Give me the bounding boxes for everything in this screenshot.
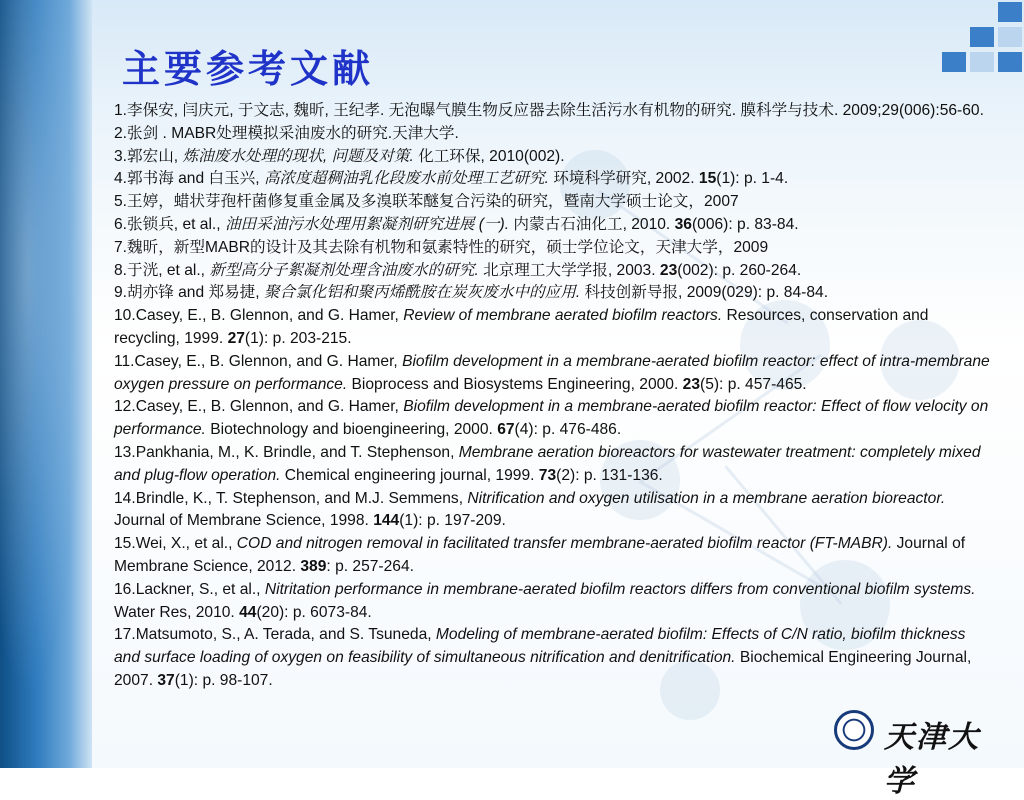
decor-square (942, 52, 966, 72)
reference-item (114, 214, 994, 237)
decor-square (998, 2, 1022, 22)
reference-n: 8. (114, 261, 128, 279)
reference-r1: 北京理工大学学报, 2003. (478, 261, 660, 279)
reference-i: Biofilm development in a membrane-aerated biofilm reactor: effect of intra-membrane oxygen pressure on performance. (114, 352, 990, 393)
reference-n: 14. (114, 489, 136, 507)
reference-b: 36 (674, 215, 692, 233)
reference-i: Biofilm development in a membrane-aerated biofilm reactor: Effect of flow velocity on performance. (114, 398, 989, 439)
reference-r: 科技创新导报, 2009(029): p. 84-84. (580, 284, 829, 302)
reference-b: 44 (239, 603, 257, 621)
reference-item (114, 579, 994, 625)
reference-i: COD and nitrogen removal in facilitated transfer membrane-aerated biofilm reactor (FT-MABR). (236, 535, 893, 553)
reference-item (114, 442, 994, 488)
left-bar-sheen (0, 0, 92, 768)
reference-i: Nitritation performance in membrane-aerated biofilm reactors differs from conventional biofilm systems. (264, 580, 976, 598)
logo-text: 天津大学 (884, 720, 980, 799)
reference-r2: (4): p. 476-486. (514, 421, 622, 439)
reference-b: 67 (497, 421, 515, 439)
reference-r1: Chemical engineering journal, 1999. (280, 466, 539, 484)
reference-n: 12. (114, 398, 136, 416)
reference-item (114, 191, 994, 214)
reference-r1: Journal of Membrane Science, 1998. (114, 512, 374, 530)
reference-n: 15. (114, 535, 136, 553)
reference-item (114, 100, 994, 123)
reference-i: 炼油废水处理的现状, 问题及对策. (182, 147, 414, 165)
reference-r2: (1): p. 1-4. (716, 170, 789, 188)
reference-i: Modeling of membrane-aerated biofilm: Effects of C/N ratio, biofilm thickness and surface loading of oxygen on feasibility of simultaneous nitrification and denitrification. (114, 626, 966, 667)
reference-r1: Water Res, 2010. (114, 603, 240, 621)
reference-b: 23 (682, 375, 700, 393)
reference-n: 4. (114, 170, 128, 188)
reference-r2: (006): p. 83-84. (691, 215, 799, 233)
reference-a: Casey, E., B. Glennon, and G. Hamer, (134, 352, 403, 370)
reference-a: Matsumoto, S., A. Terada, and S. Tsuneda, (135, 626, 436, 644)
reference-n: 10. (114, 307, 136, 325)
reference-n: 17. (114, 626, 136, 644)
reference-item (114, 533, 994, 579)
decor-square (970, 52, 994, 72)
reference-n: 5. (114, 193, 128, 211)
reference-r1: 环境科学研究, 2002. (548, 170, 699, 188)
reference-r: 化工环保, 2010(002). (413, 147, 565, 165)
reference-list (114, 100, 994, 693)
reference-r1: Bioprocess and Biosystems Engineering, 2000. (347, 375, 683, 393)
reference-r2: (1): p. 98-107. (174, 671, 273, 689)
reference-n: 2. (114, 124, 128, 142)
reference-r1: Resources, conservation and recycling, 1999. (114, 307, 929, 347)
reference-n: 7. (114, 238, 128, 256)
reference-t: 魏昕，新型MABR的设计及其去除有机物和氨素特性的研究，硕士学位论文，天津大学，2009 (127, 238, 769, 256)
reference-a: 胡亦锋 and 郑易捷, (127, 284, 264, 302)
tianjin-university-seal-icon (834, 710, 874, 750)
reference-i: Membrane aeration bioreactors for wastewater treatment: completely mixed and plug-flow operation. (114, 443, 981, 484)
reference-i: 聚合氯化铝和聚丙烯酰胺在炭灰废水中的应用. (263, 284, 581, 302)
reference-item (114, 305, 994, 351)
reference-item (114, 260, 994, 283)
reference-i: 高浓度超稠油乳化段废水前处理工艺研究. (263, 170, 549, 188)
reference-r1: 内蒙古石油化工, 2010. (509, 215, 675, 233)
reference-a: Brindle, K., T. Stephenson, and M.J. Semmens, (135, 489, 468, 507)
reference-a: Wei, X., et al., (135, 535, 237, 553)
reference-n: 11. (114, 352, 135, 370)
reference-item (114, 351, 994, 397)
reference-a: Casey, E., B. Glennon, and G. Hamer, (135, 398, 404, 416)
reference-n: 13. (114, 443, 136, 461)
reference-item (114, 396, 994, 442)
reference-n: 1. (114, 102, 128, 119)
decor-square (970, 27, 994, 47)
reference-item (114, 488, 994, 534)
reference-item (114, 624, 994, 692)
reference-t: 张剑 . MABR处理模拟采油废水的研究.天津大学. (127, 124, 459, 142)
reference-r2: (1): p. 203-215. (244, 329, 352, 347)
reference-a: Lackner, S., et al., (135, 580, 265, 598)
reference-b: 37 (157, 671, 175, 689)
reference-b: 23 (659, 261, 678, 279)
reference-a: 郭宏山, (127, 147, 183, 165)
reference-r1: Biotechnology and bioengineering, 2000. (205, 421, 498, 439)
reference-n: 9. (114, 284, 128, 302)
reference-a: 张锁兵, et al., (127, 215, 225, 233)
reference-r2: (1): p. 197-209. (399, 512, 506, 530)
decor-square (998, 52, 1022, 72)
slide-title: 主要参考文献 (122, 46, 375, 91)
reference-n: 6. (114, 215, 128, 233)
reference-item (114, 123, 994, 146)
decor-square (998, 27, 1022, 47)
reference-r1: Biochemical Engineering Journal, 2007. (114, 649, 972, 689)
reference-i: Nitrification and oxygen utilisation in a membrane aeration bioreactor. (467, 489, 946, 507)
reference-a: 于洸, et al., (127, 261, 210, 279)
reference-item (114, 237, 994, 260)
reference-r2: (20): p. 6073-84. (256, 603, 372, 621)
reference-a: Pankhania, M., K. Brindle, and T. Stephenson, (135, 443, 459, 461)
reference-r2: (2): p. 131-136. (556, 466, 663, 484)
reference-b: 27 (227, 329, 245, 347)
reference-t: 李保安, 闫庆元, 于文志, 魏昕, 王纪孝. 无泡曝气膜生物反应器去除生活污水有机物的研究. 膜科学与技术. 2009;29(006):56-60. (127, 102, 984, 119)
reference-r1: Journal of Membrane Science, 2012. (114, 535, 966, 575)
reference-b: 73 (538, 466, 557, 484)
reference-a: 郭书海 and 白玉兴, (127, 170, 264, 188)
reference-a: Casey, E., B. Glennon, and G. Hamer, (135, 307, 404, 325)
reference-t: 王婷，蜡状芽孢杆菌修复重金属及多溴联苯醚复合污染的研究，暨南大学硕士论文，2007 (127, 193, 739, 211)
reference-n: 16. (114, 580, 136, 598)
reference-n: 3. (114, 147, 128, 165)
reference-i: 新型高分子絮凝剂处理含油废水的研究. (209, 261, 479, 279)
reference-i: Review of membrane aerated biofilm reactors. (403, 307, 723, 325)
reference-i: 油田采油污水处理用絮凝剂研究进展 (一). (224, 215, 510, 233)
university-logo (834, 710, 984, 799)
reference-b: 144 (373, 512, 400, 530)
reference-r2: : p. 257-264. (326, 557, 414, 575)
reference-r2: (5): p. 457-465. (700, 375, 807, 393)
reference-item (114, 282, 994, 305)
reference-b: 389 (300, 557, 327, 575)
reference-r2: (002): p. 260-264. (677, 261, 802, 279)
reference-item (114, 146, 994, 169)
reference-b: 15 (698, 170, 717, 188)
reference-item (114, 168, 994, 191)
